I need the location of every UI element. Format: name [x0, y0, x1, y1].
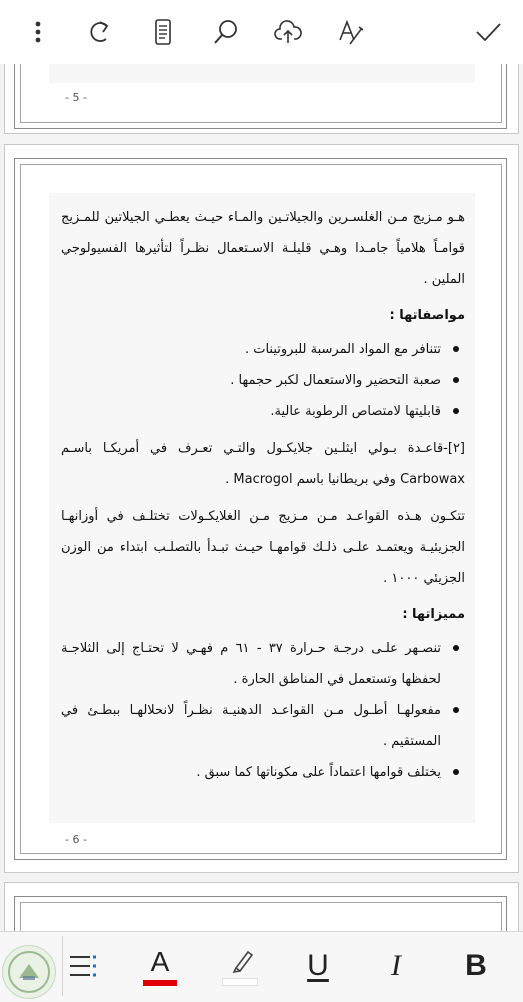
underline-icon: U	[307, 949, 329, 982]
more-options-button[interactable]	[18, 12, 58, 52]
italic-button[interactable]	[368, 940, 424, 992]
bold-button[interactable]	[448, 940, 504, 992]
paragraph: [٢]-قاعـدة بـولي ايثلـين جلايكـول والتـي تعـرف في أمريكـا باسـم Carbowax وفي بريطانيا باسم Macrogol .	[61, 441, 465, 487]
bullet-list-button[interactable]	[54, 940, 110, 992]
section-heading: مميزاتها :	[402, 607, 465, 622]
list-item: تتنافر مع المواد المرسبة للبروتينات .	[61, 334, 465, 365]
spellcheck-button[interactable]	[330, 12, 370, 52]
paragraph: هـو مـزيج مـن الغلسـرين والجيلاتـين والمـاء حيـث يعطـي الجيلاتين للمـزيج قوامـاً هلامياً جامـدا وهـي قليلـة الاسـتعمال نظـراً لتأثيرها الفسيولوجي الملين .	[61, 210, 465, 287]
italic-icon: I	[391, 949, 401, 982]
spellcheck-icon	[336, 18, 364, 46]
format-toolbar	[0, 931, 523, 1001]
document-area[interactable]	[0, 64, 523, 931]
next-page	[4, 882, 519, 931]
highlight-swatch	[222, 978, 258, 986]
highlighter-icon	[222, 946, 258, 976]
avatar	[2, 945, 56, 999]
list-item: مفعولهـا أطـول مـن القواعـد الدهنيـة نظـراً لانحلالهـا ببطـئ في المستقيم .	[61, 695, 465, 757]
mobile-view-button[interactable]	[143, 12, 183, 52]
list-item: تنصـهر علـى درجـة حـرارة ٣٧ - ٦١ م فهـي لا تحتـاج إلى الثلاجـة لحفظها وتستعمل في المناطق الحارة .	[61, 633, 465, 695]
logo-icon	[3, 946, 55, 998]
underline-button[interactable]	[290, 940, 346, 992]
section-heading: مواصفاتها :	[389, 308, 465, 323]
font-color-letter: A	[150, 945, 170, 977]
done-button[interactable]	[468, 12, 508, 52]
page-border-inner	[20, 902, 502, 931]
list-item: يختلف قوامها اعتماداً على مكوناتها كما سبق .	[61, 757, 465, 788]
page-text[interactable]	[61, 202, 465, 788]
cloud-upload-button[interactable]	[268, 12, 308, 52]
check-icon	[474, 18, 502, 46]
search-button[interactable]	[206, 12, 246, 52]
top-toolbar	[0, 0, 523, 65]
bulleted-list-icon	[64, 948, 100, 984]
previous-page	[4, 64, 519, 134]
font-color-button[interactable]	[132, 940, 188, 992]
list-item: قابليتها لامتصاص الرطوبة عالية.	[61, 396, 465, 427]
cloud-upload-icon	[274, 18, 302, 46]
bullet-list	[61, 334, 465, 427]
bullet-list	[61, 633, 465, 788]
search-icon	[212, 18, 240, 46]
more-vert-icon	[24, 18, 52, 46]
page-content-area	[49, 64, 475, 83]
paragraph: تتكـون هـذه القواعـد مـن مـزيج مـن الغلايكـولات تختلـف في أوزانهـا الجزيئيـة ويعتمـد علـى ذلـك قوامهـا حيـث تبـدأ بالتصلـب ابتداء من الوزن الجزيئي ١٠٠٠ .	[61, 509, 465, 586]
page-number: - 6 -	[65, 833, 87, 846]
font-color-swatch	[143, 980, 177, 986]
list-item: صعبة التحضير والاستعمال لكبر حجمها .	[61, 365, 465, 396]
current-page	[4, 144, 519, 873]
redo-icon	[86, 18, 114, 46]
highlight-button[interactable]	[212, 940, 268, 992]
bold-icon: B	[465, 949, 487, 982]
page-number: - 5 -	[65, 91, 87, 104]
redo-button[interactable]	[80, 12, 120, 52]
mobile-view-icon	[149, 18, 177, 46]
